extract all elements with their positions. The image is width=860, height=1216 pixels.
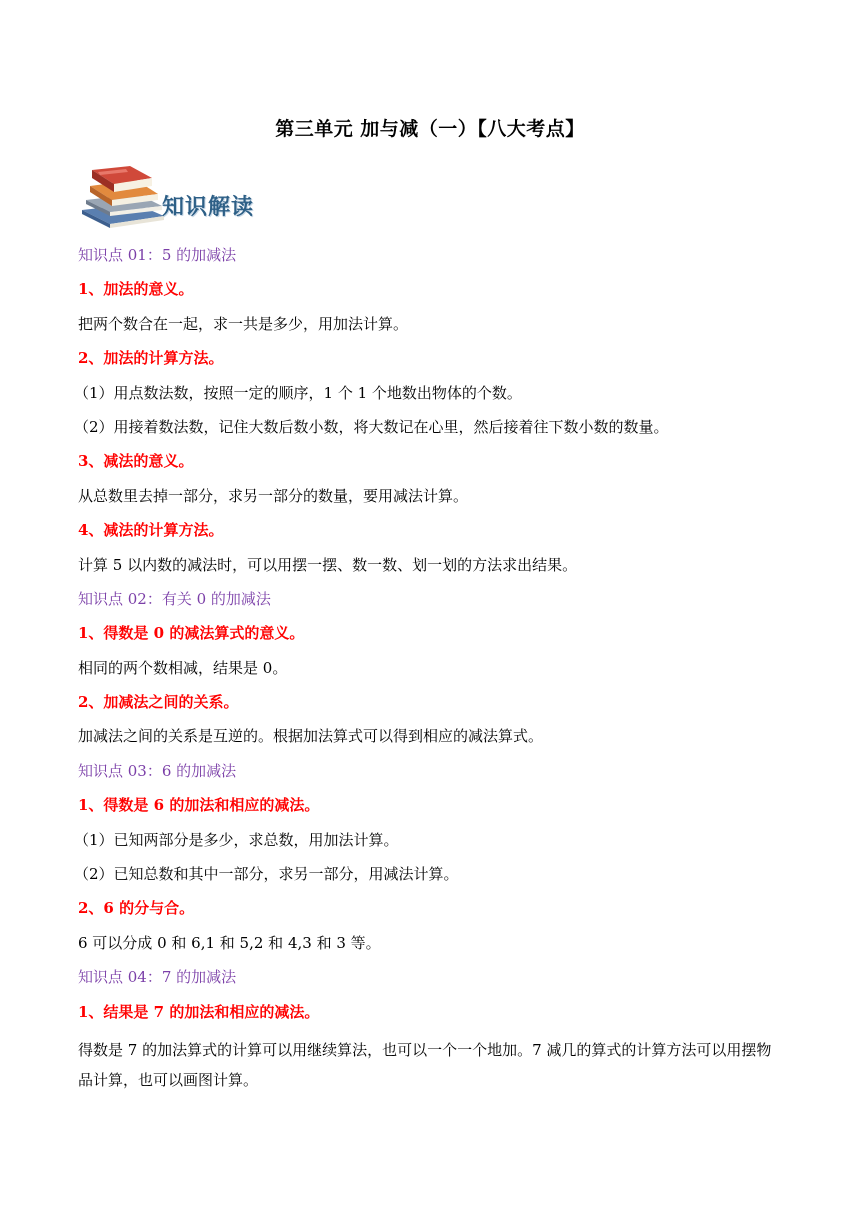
knowledge-badge: [78, 164, 268, 230]
body-text: 从总数里去掉一部分，求另一部分的数量，要用减法计算。: [78, 486, 469, 505]
body-text: （1）已知两部分是多少，求总数，用加法计算。: [74, 830, 399, 849]
page-title: 第三单元 加与减（一）【八大考点】: [275, 118, 585, 140]
section-heading: 1、得数是 0 的减法算式的意义。: [78, 624, 305, 643]
body-text: 加减法之间的关系是互逆的。根据加法算式可以得到相应的减法算式。: [78, 727, 544, 746]
section-heading: 2、6 的分与合。: [78, 899, 195, 918]
body-text: （2）用接着数法数，记住大数后数小数，将大数记在心里，然后接着往下数小数的数量。: [74, 417, 669, 436]
body-text: 得数是 7 的加法算式的计算可以用继续算法，也可以一个一个地加。7 减几的算式的计算方法可以用摆物品计算，也可以画图计算。: [78, 1040, 772, 1089]
section-heading: 2、加减法之间的关系。: [78, 693, 239, 712]
knowledge-point-heading: 知识点 02：有关 0 的加减法: [78, 589, 271, 608]
body-text: 把两个数合在一起，求一共是多少，用加法计算。: [78, 314, 409, 333]
knowledge-point-heading: 知识点 03：6 的加减法: [78, 761, 237, 780]
knowledge-point-heading: 知识点 01：5 的加减法: [78, 246, 237, 264]
section-heading: 1、结果是 7 的加法和相应的减法。: [78, 1002, 320, 1021]
books-icon: [78, 164, 166, 230]
body-text: 计算 5 以内数的减法时，可以用摆一摆、数一数、划一划的方法求出结果。: [78, 555, 578, 574]
section-heading: 1、加法的意义。: [78, 280, 194, 299]
section-heading: 4、减法的计算方法。: [78, 521, 224, 540]
body-text: （2）已知总数和其中一部分，求另一部分，用减法计算。: [74, 865, 459, 884]
body-text: （1）用点数法数，按照一定的顺序，1 个 1 个地数出物体的个数。: [74, 383, 522, 402]
section-heading: 1、得数是 6 的加法和相应的减法。: [78, 796, 320, 815]
document-body: [74, 244, 782, 1099]
badge-label: 知识解读: [162, 194, 255, 220]
knowledge-point-heading: 知识点 04：7 的加减法: [78, 968, 237, 987]
section-heading: 2、加法的计算方法。: [78, 349, 224, 368]
body-text: 6 可以分成 0 和 6,1 和 5,2 和 4,3 和 3 等。: [78, 933, 381, 952]
body-text: 相同的两个数相减，结果是 0。: [78, 658, 288, 677]
section-heading: 3、减法的意义。: [78, 452, 194, 471]
